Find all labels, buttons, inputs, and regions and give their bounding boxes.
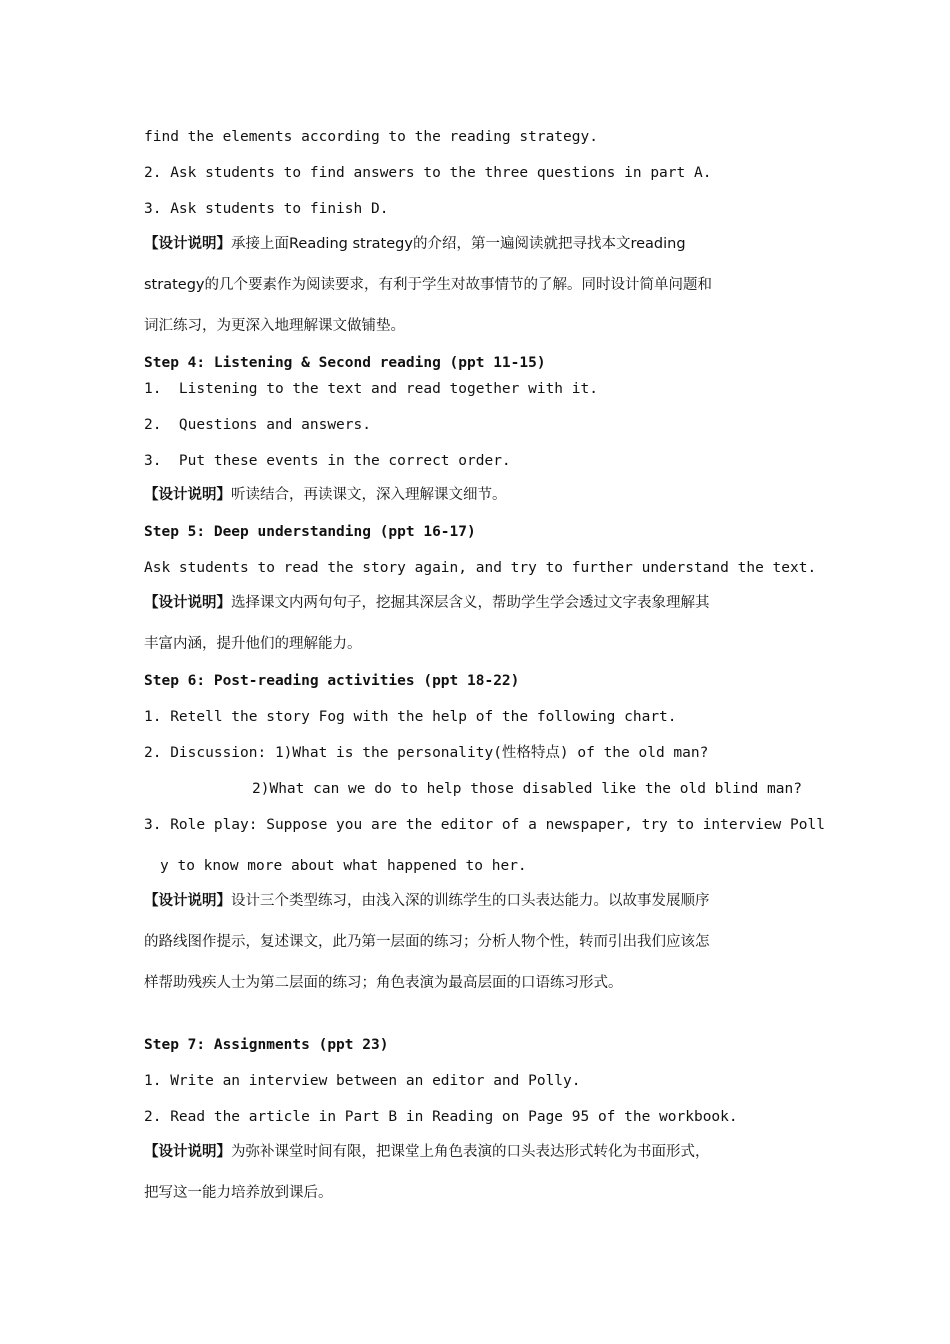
design-note-text: 的路线图作提示，复述课文，此乃第一层面的练习；分析人物个性，转而引出我们应该怎 [144, 934, 710, 950]
design-note [144, 486, 507, 504]
design-note-tag: 【设计说明】 [144, 236, 231, 252]
body-text: 1. Retell the story Fog with the help of the following chart. [144, 709, 677, 725]
design-note-tag: 【设计说明】 [144, 893, 231, 909]
design-note-text: 设计三个类型练习，由浅入深的训练学生的口头表达能力。以故事发展顺序 [231, 893, 710, 909]
body-text: 3. Role play: Suppose you are the editor of a newspaper, try to interview Poll [144, 817, 825, 833]
body-text: 2. Ask students to find answers to the three questions in part A. [144, 165, 712, 181]
design-note-tag: 【设计说明】 [144, 595, 231, 611]
body-text: 1. Write an interview between an editor and Polly. [144, 1073, 581, 1089]
design-note-text: 丰富内涵，提升他们的理解能力。 [144, 636, 362, 652]
body-text: 2. Read the article in Part B in Reading on Page 95 of the workbook. [144, 1109, 738, 1125]
body-text: 2. Questions and answers. [144, 417, 371, 433]
body-text: 2. Discussion: 1)What is the personality(性格特点) of the old man? [144, 745, 709, 761]
design-note [144, 892, 710, 910]
design-note-text: 为弥补课堂时间有限，把课堂上角色表演的口头表达形式转化为书面形式， [231, 1144, 710, 1160]
body-text: 1. Listening to the text and read together with it. [144, 381, 598, 397]
design-note-tag: 【设计说明】 [144, 487, 231, 503]
design-note-tag: 【设计说明】 [144, 1144, 231, 1160]
step-heading: Step 7: Assignments (ppt 23) [144, 1037, 389, 1053]
step-heading: Step 5: Deep understanding (ppt 16-17) [144, 524, 476, 540]
body-text: y to know more about what happened to her. [160, 858, 527, 874]
design-note [144, 594, 710, 612]
design-note-text: 承接上面Reading strategy的介绍，第一遍阅读就把寻找本文reading [231, 236, 686, 252]
design-note-text: 样帮助残疾人士为第二层面的练习；角色表演为最高层面的口语练习形式。 [144, 975, 623, 991]
step-heading: Step 4: Listening & Second reading (ppt 11-15) [144, 355, 546, 371]
design-note-text: 听读结合，再读课文，深入理解课文细节。 [231, 487, 507, 503]
design-note-text: 选择课文内两句句子，挖掘其深层含义，帮助学生学会透过文字表象理解其 [231, 595, 710, 611]
design-note-text: strategy的几个要素作为阅读要求，有利于学生对故事情节的了解。同时设计简单问题和 [144, 277, 712, 293]
design-note [144, 1143, 710, 1161]
step-heading: Step 6: Post-reading activities (ppt 18-22) [144, 673, 520, 689]
body-text: find the elements according to the reading strategy. [144, 129, 598, 145]
body-text: Ask students to read the story again, and try to further understand the text. [144, 560, 817, 576]
body-text: 3. Ask students to finish D. [144, 201, 389, 217]
design-note [144, 235, 686, 253]
body-text: 3. Put these events in the correct order. [144, 453, 511, 469]
body-text: 2)What can we do to help those disabled like the old blind man? [252, 781, 802, 797]
design-note-text: 把写这一能力培养放到课后。 [144, 1185, 333, 1201]
design-note-text: 词汇练习，为更深入地理解课文做铺垫。 [144, 318, 405, 334]
